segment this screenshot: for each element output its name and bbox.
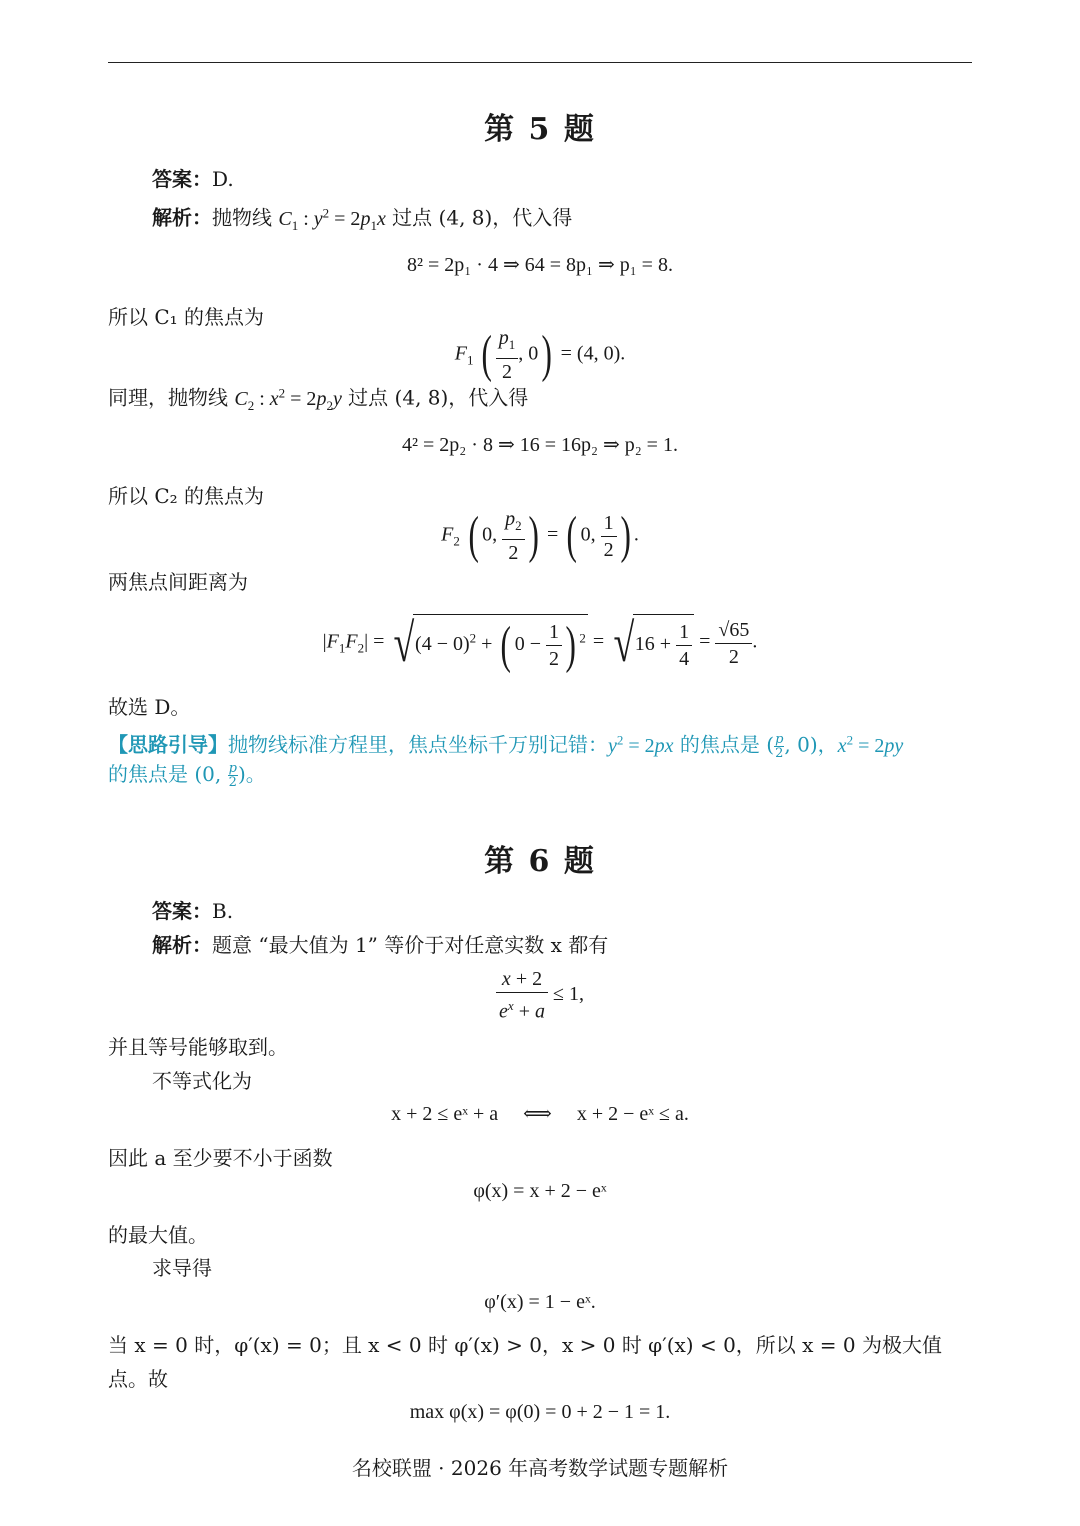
q6-ineq-frac: $\frac{x + 2}{e^x + a}$ ≤ 1, (0, 966, 1080, 1025)
q5-text: 同理，抛物线 (108, 385, 235, 410)
q5-eq2: $F_1$ ( $\frac{p_1}{2}$ , 0) = (4, 0). (454, 326, 626, 383)
q6-phi: φ(x) = x + 2 − eˣ (473, 1180, 607, 1202)
q5-answer-value: D. (212, 167, 234, 191)
q5-hint-text: 抛物线标准方程里，焦点坐标千万别记错： (228, 732, 608, 757)
q5-eq1: 8² = 2p₁ · 4 ⇒ 64 = 8p₁ ⇒ p₁ = 8. (407, 254, 673, 276)
q5-title: 第 5 题 (484, 112, 596, 147)
q6-line6: 求导得 (152, 1256, 212, 1280)
q5-conclusion: 故选 D。 (108, 695, 191, 719)
q5-line5: 两焦点间距离为 (108, 570, 248, 594)
q5-line4: 所以 C₂ 的焦点为 (108, 484, 265, 508)
q5-answer-label: 答案： (152, 167, 212, 191)
q6-answer (152, 896, 233, 926)
q5-answer (152, 164, 234, 194)
q5-analysis-line1 (152, 198, 572, 241)
q6-line2: 并且等号能够取到。 (108, 1035, 288, 1059)
header-rule (108, 62, 972, 63)
q6-line7: 当 x = 0 时，φ′(x) = 0；且 x < 0 时 φ′(x) > 0，x > 0 时 φ′(x) < 0，所以 x = 0 为极大值 (108, 1333, 943, 1357)
q5-distance-eq: $|F_1F_2| = √(4 - 0)^2$ + ( 0 − $\frac{1}{2}$ ) $^2$ = √16 + $\frac{1}{4}$ = $\frac{√65}{2}$ . (322, 613, 758, 674)
q6-line8: 点。故 (108, 1367, 168, 1391)
q5-parabola-c1: $C_1$ : $y^2 = 2p_1x$ (278, 205, 386, 233)
q6-answer-label: 答案： (152, 899, 212, 923)
q5-hint: 【思路引导】抛物线标准方程里，焦点坐标千万别记错：$y^2 = 2px$ 的焦点是 ( $\frac{p}{2}$ , 0)，$x^2 = 2py$ (108, 731, 904, 761)
page-footer: 名校联盟 · 2026 年高考数学试题专题解析 (351, 1456, 729, 1480)
q5-line3 (108, 378, 528, 421)
q5-line2: 所以 C₁ 的焦点为 (108, 305, 265, 329)
q6-title: 第 6 题 (484, 844, 596, 879)
q6-line3: 不等式化为 (152, 1069, 252, 1093)
q6-text: 题意 “最大值为 1” 等价于对任意实数 x 都有 (212, 933, 609, 957)
q5-hint-label: 【思路引导】 (108, 732, 228, 757)
q5-eq2-tail: = (4, 0). (555, 342, 626, 365)
q6-analysis-label: 解析： (152, 933, 212, 957)
q5-parabola-c2: $C_2$ : $x^2 = 2p_2y$ (234, 385, 342, 413)
q5-eq3: 4² = 2p₂ · 8 ⇒ 16 = 16p₂ ⇒ p₂ = 1. (402, 434, 678, 456)
q6-line4: 因此 a 至少要不小于函数 (108, 1146, 333, 1170)
q6-line5: 的最大值。 (108, 1223, 208, 1247)
q6-deriv: φ′(x) = 1 − eˣ. (484, 1291, 596, 1313)
q6-analysis-line1 (152, 930, 608, 960)
q6-max: max φ(x) = φ(0) = 0 + 2 − 1 = 1. (409, 1401, 671, 1423)
q5-text: 过点 (4, 8)，代入得 (341, 385, 529, 410)
q5-text: 过点 (4, 8)，代入得 (385, 205, 573, 230)
q5-text: 抛物线 (212, 205, 279, 230)
q5-hint-text2: 的焦点是 (0, (108, 762, 228, 786)
q6-ineq: x + 2 ≤ eˣ + a ⟺ x + 2 − eˣ ≤ a. (391, 1103, 689, 1125)
q6-answer-value: B. (212, 899, 234, 923)
q5-analysis-label: 解析： (152, 205, 212, 230)
q5-eq4: $F_2$ ( 0, $\frac{p_2}{2}$ ) = ( 0, $\frac{1}{2}$ ) . (441, 507, 639, 564)
q5-hint-line2: 的焦点是 (0, $\frac{p}{2}$ )。 (108, 761, 266, 790)
